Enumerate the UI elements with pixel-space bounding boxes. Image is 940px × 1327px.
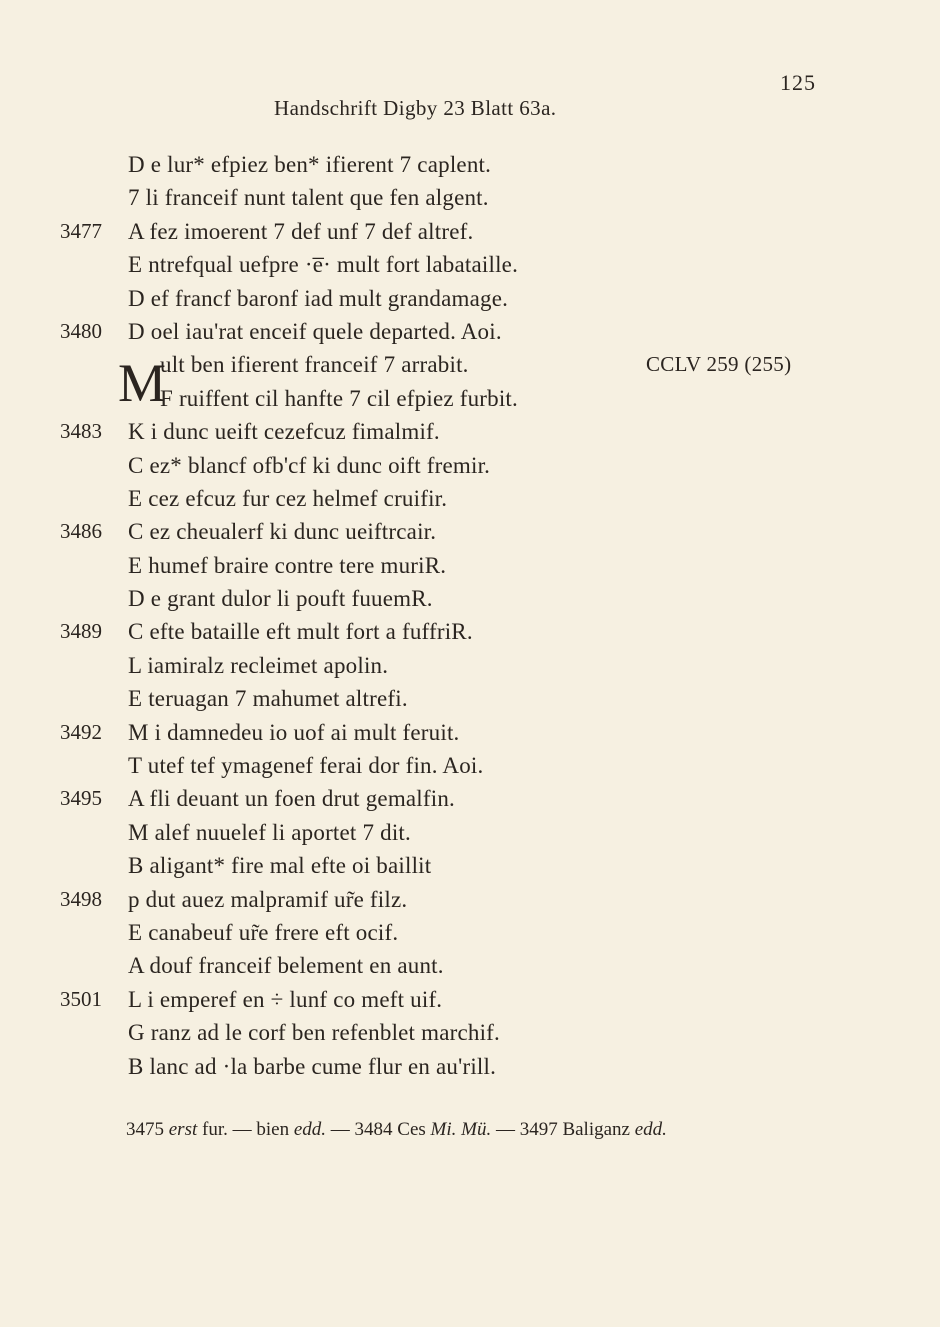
line-number: 3498: [60, 886, 102, 911]
verse-text: p dut auez malpramif ur̃e filz.: [128, 886, 408, 912]
footnote-italic: erst: [168, 1119, 198, 1140]
line-number: 3492: [60, 719, 102, 744]
verse-line: [0, 482, 940, 515]
verse-text: M alef nuuelef li aportet 7 dit.: [128, 819, 411, 845]
verse-line: [0, 315, 940, 348]
verse-text: E humef braire contre tere muriR.: [128, 552, 447, 578]
footnote-line-ref: 3497: [519, 1119, 558, 1140]
verse-text: A fli deuant un foen drut gemalfin.: [128, 786, 456, 812]
verse-text: E cez efcuz fur cez helmef cruifir.: [128, 485, 448, 511]
footnote: [126, 1119, 667, 1141]
footnote-line-ref: 3475: [126, 1119, 164, 1140]
verse-text: E teruagan 7 mahumet altrefi.: [128, 686, 408, 712]
verse-text: B lanc ad ·la barbe cume flur en au'rill.: [128, 1053, 497, 1079]
verse-line: [0, 615, 940, 648]
laisse-margin-note: CCLV 259 (255): [646, 352, 792, 377]
footnote-text: Ces: [392, 1119, 431, 1140]
verse-text: F ruiffent cil hanfte 7 cil efpiez furbit.: [160, 385, 518, 411]
verse-text: A douf franceif belement en aunt.: [128, 953, 444, 979]
footnote-line-ref: 3484: [354, 1119, 393, 1140]
verse-line: [0, 415, 940, 448]
verse-text: D e lur* efpiez ben* ifierent 7 caplent.: [128, 152, 492, 177]
verse-text: D ef francf baronf iad mult grandamage.: [128, 285, 509, 311]
verse-text: B aligant* fire mal efte oi baillit: [128, 853, 432, 879]
footnote-text: —: [326, 1119, 355, 1140]
verse-line: [0, 883, 940, 916]
verse-line: [0, 248, 940, 281]
verse-line: [0, 1050, 940, 1083]
verse-line: [0, 682, 940, 715]
verse-text: A fez imoerent 7 def unf 7 def altref.: [128, 218, 474, 244]
verse-text: L i emperef en ÷ lunf co meft uif.: [128, 986, 443, 1012]
verse-text: G ranz ad le corf ben refenblet marchif.: [128, 1020, 500, 1046]
line-number: 3486: [60, 519, 102, 544]
footnote-italic: Mi. Mü.: [430, 1119, 492, 1140]
verse-text: E ntrefqual uefpre ·e̅· mult fort labataille.: [128, 252, 519, 278]
verse-line: [0, 282, 940, 315]
line-number: 3495: [60, 786, 102, 811]
verse-text: D oel iau'rat enceif quele departed. Aoi.: [128, 318, 502, 344]
verse-text: M i damnedeu io uof ai mult feruit.: [128, 719, 460, 745]
verse-line: [0, 749, 940, 782]
verse-line: [0, 949, 940, 982]
line-number: 3501: [60, 986, 102, 1011]
line-number: 3489: [60, 619, 102, 644]
verse-line: [0, 382, 940, 415]
verse-line: [0, 549, 940, 582]
verse-line: [0, 515, 940, 548]
footnote-italic: edd.: [293, 1119, 327, 1140]
verse-line: [0, 181, 940, 214]
verse-line: [0, 816, 940, 849]
verse-line: [0, 983, 940, 1016]
footnote-text: fur. — bien: [197, 1119, 294, 1140]
verse-line: [0, 1016, 940, 1049]
line-number: 3477: [60, 218, 102, 243]
verse-line: [0, 916, 940, 949]
verse-line: [0, 449, 940, 482]
verse-text: C efte bataille eft mult fort a fuffriR.: [128, 619, 473, 645]
verse-text: K i dunc ueift cezefcuz fimalmif.: [128, 419, 440, 445]
verse-line: [0, 649, 940, 682]
verse-line: [0, 215, 940, 248]
verse-text: 7 li franceif nunt talent que fen algent.: [128, 185, 489, 211]
verse-text: T utef tef ymagenef ferai dor fin. Aoi.: [128, 753, 484, 779]
verse-line: [0, 148, 940, 181]
drop-initial: M: [118, 353, 167, 414]
page-number: 125: [780, 70, 816, 95]
verse-text: ult ben ifierent franceif 7 arrabit.: [160, 352, 469, 378]
line-number: 3483: [60, 419, 102, 444]
line-number: 3480: [60, 318, 102, 343]
verse-line: [0, 582, 940, 615]
verse-text: E canabeuf ur̃e frere eft ocif.: [128, 919, 399, 945]
footnote-text: Baliganz: [557, 1119, 635, 1140]
verse-block: [0, 148, 940, 1083]
footnote-text: —: [491, 1119, 520, 1140]
footnote-italic: edd.: [634, 1119, 667, 1140]
running-head: Handschrift Digby 23 Blatt 63a.: [274, 96, 557, 120]
verse-line: [0, 716, 940, 749]
verse-line: [0, 782, 940, 815]
verse-text: D e grant dulor li pouft fuuemR.: [128, 586, 433, 612]
verse-text: C ez cheualerf ki dunc ueiftrcair.: [128, 519, 437, 545]
verse-text: C ez* blancf ofb'cf ki dunc oift fremir.: [128, 452, 491, 478]
verse-line: [0, 849, 940, 882]
verse-text: L iamiralz recleimet apolin.: [128, 652, 389, 678]
